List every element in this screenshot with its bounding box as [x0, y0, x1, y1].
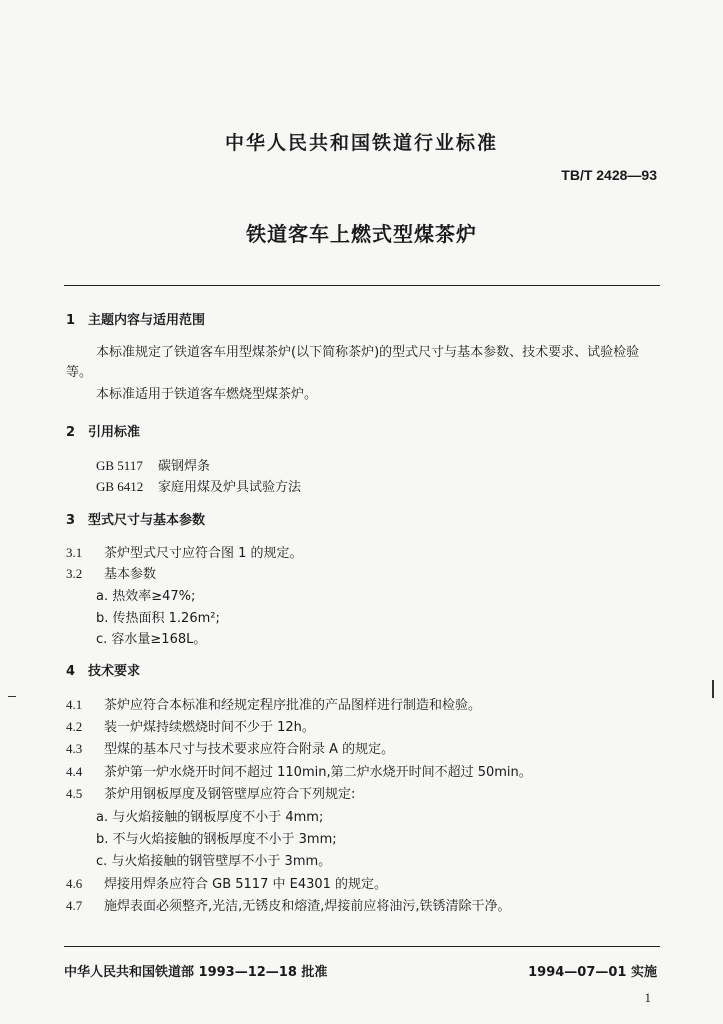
clause-text: 茶炉型式尺寸应符合图 1 的规定。 [104, 546, 303, 561]
clause-text: 焊接用焊条应符合 GB 5117 中 E4301 的规定。 [104, 877, 388, 892]
approval-line: 中华人民共和国铁道部 1993—12—18 批准 [64, 965, 328, 980]
scan-artifact [712, 680, 714, 698]
clause [66, 761, 532, 780]
org-title: 中华人民共和国铁道行业标准 [224, 132, 498, 154]
clause-text: 基本参数 [104, 567, 157, 582]
header-rule [64, 285, 660, 286]
clause-number: 4.4 [66, 764, 83, 779]
section-1-heading [66, 309, 205, 328]
page-number: 1 [644, 990, 651, 1005]
implementation-date: 1994—07—01 实施 [528, 965, 657, 980]
clause-number: 4.2 [66, 719, 83, 734]
clause-number: 3.2 [66, 566, 83, 581]
clause [66, 716, 315, 735]
clause [66, 542, 303, 561]
clause-text: 施焊表面必须整齐,光洁,无锈皮和熔渣,焊接前应将油污,铁锈清除干净。 [104, 899, 511, 914]
list-item: c. 与火焰接触的钢管壁厚不小于 3mm。 [96, 854, 332, 869]
clause-text: 茶炉用钢板厚度及钢管壁厚应符合下列规定: [104, 787, 356, 802]
clause-number: 3.1 [66, 545, 83, 560]
section-number: 1 [66, 313, 76, 328]
list-item: b. 不与火焰接触的钢板厚度不小于 3mm; [96, 832, 337, 847]
section-4-heading [66, 660, 140, 679]
clause [66, 738, 394, 757]
clause-number: 4.5 [66, 786, 83, 801]
reference-name: 碳钢焊条 [158, 459, 211, 474]
section-number: 2 [66, 425, 76, 440]
reference-item [96, 455, 210, 474]
reference-code: GB 5117 [96, 458, 143, 473]
clause-text: 型煤的基本尺寸与技术要求应符合附录 A 的规定。 [104, 742, 395, 757]
list-item: c. 容水量≥168L。 [96, 632, 207, 647]
standard-code: TB/T 2428—93 [561, 167, 657, 183]
reference-name: 家庭用煤及炉具试验方法 [158, 480, 302, 495]
clause [66, 563, 156, 582]
list-item: a. 与火焰接触的钢板厚度不小于 4mm; [96, 810, 324, 825]
clause [66, 694, 481, 713]
section-title: 技术要求 [88, 664, 141, 679]
section-3-heading [66, 509, 205, 528]
clause [66, 873, 387, 892]
clause-number: 4.1 [66, 697, 83, 712]
clause-number: 4.7 [66, 898, 83, 913]
section-title: 主题内容与适用范围 [88, 313, 206, 328]
clause-number: 4.3 [66, 741, 83, 756]
scan-artifact [8, 696, 16, 697]
clause [66, 783, 355, 802]
clause-text: 茶炉第一炉水烧开时间不超过 110min,第二炉水烧开时间不超过 50min。 [104, 765, 532, 780]
list-item: b. 传热面积 1.26m²; [96, 611, 220, 626]
reference-item [96, 476, 301, 495]
section-title: 型式尺寸与基本参数 [88, 513, 206, 528]
section-1-paragraph-2: 本标准适用于铁道客车燃烧型煤茶炉。 [96, 387, 318, 402]
section-1-paragraph-1: 本标准规定了铁道客车用型煤茶炉(以下简称茶炉)的型式尺寸与基本参数、技术要求、试验检验等。 [66, 345, 640, 380]
section-2-heading [66, 421, 140, 440]
clause-text: 茶炉应符合本标准和经规定程序批准的产品图样进行制造和检验。 [104, 698, 482, 713]
clause-text: 装一炉煤持续燃烧时间不少于 12h。 [104, 720, 315, 735]
section-title: 引用标准 [88, 425, 141, 440]
reference-code: GB 6412 [96, 479, 144, 494]
footer-rule [64, 946, 660, 947]
clause [66, 895, 511, 914]
section-number: 3 [66, 513, 76, 528]
section-number: 4 [66, 664, 76, 679]
clause-number: 4.6 [66, 876, 83, 891]
document-title: 铁道客车上燃式型煤茶炉 [246, 222, 477, 246]
list-item: a. 热效率≥47%; [96, 589, 196, 604]
